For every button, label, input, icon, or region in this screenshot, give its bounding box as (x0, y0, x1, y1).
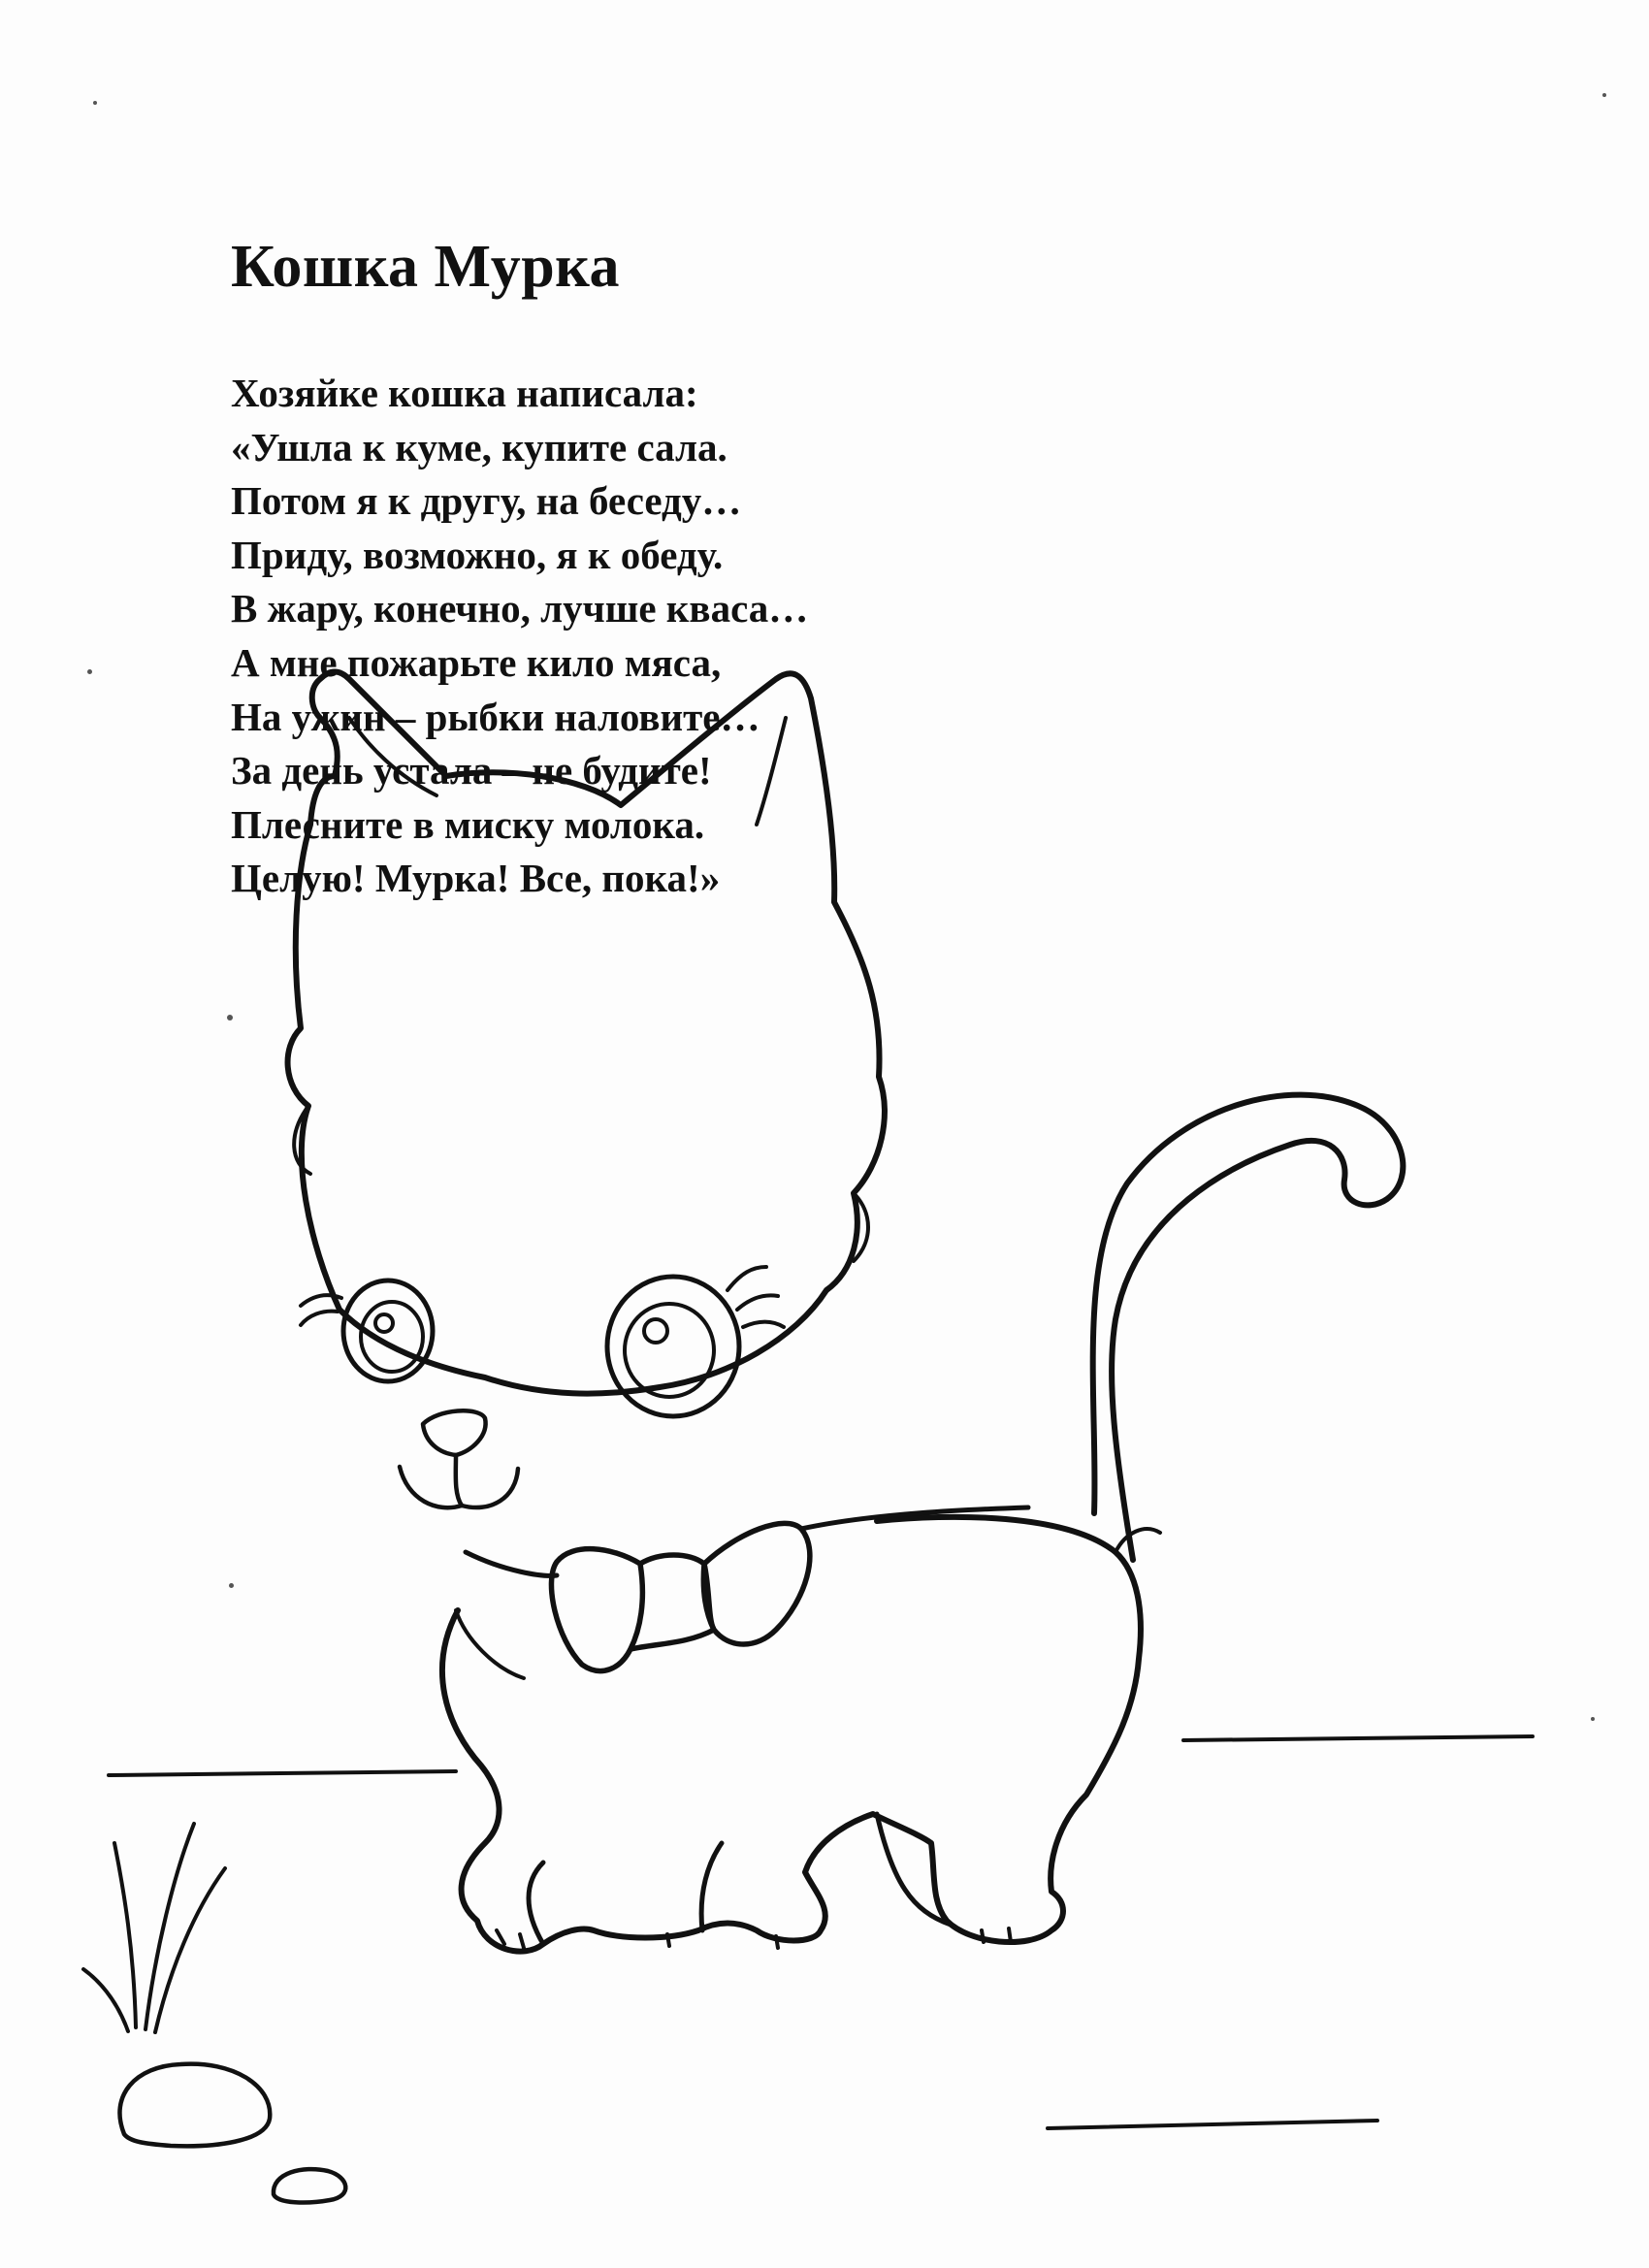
poem-line: «Ушла к куме, купите сала. (231, 424, 728, 470)
poem-line: Потом я к другу, на беседу… (231, 478, 742, 524)
poem-line: За день устала – не будите! (231, 748, 712, 794)
bow-tie-icon (466, 1507, 1028, 1671)
grass-icon (83, 1824, 225, 2032)
poem-line: Целую! Мурка! Все, пока!» (231, 856, 721, 901)
poem-line: А мне пожарьте кило мяса, (231, 639, 722, 685)
cat-tail (1093, 1095, 1404, 1560)
poem-line: На ужин – рыбки наловите… (231, 694, 760, 739)
poem-line: Приду, возможно, я к обеду. (231, 532, 724, 577)
poem-line: Хозяйке кошка написала: (231, 371, 698, 415)
poem-line: В жару, конечно, лучше кваса… (231, 586, 809, 632)
stone-icon (119, 2064, 345, 2203)
cat-head (288, 672, 885, 1394)
poem-line: Плесните в миску молока. (231, 801, 705, 847)
page-title: Кошка Мурка (231, 234, 620, 300)
cat-nose-mouth (400, 1410, 518, 1507)
cat-eyes (301, 1267, 784, 1416)
